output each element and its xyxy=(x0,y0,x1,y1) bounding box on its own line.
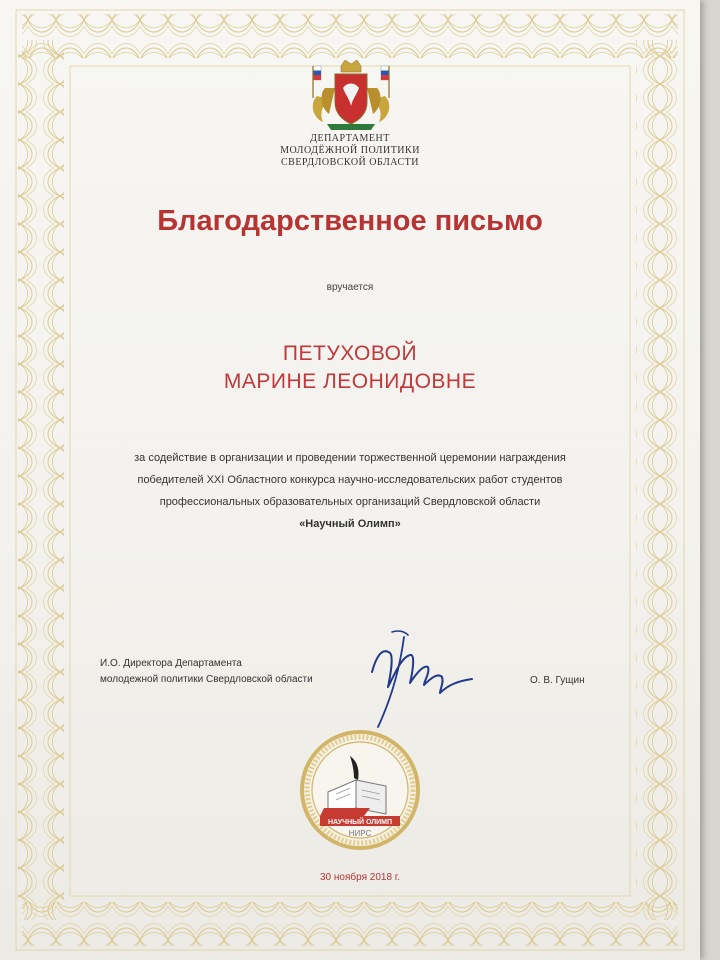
coat-of-arms-icon xyxy=(305,58,397,134)
reason-line: за содействие в организации и проведении торжественной церемонии награждения xyxy=(134,452,566,464)
signatory-name: О. В. Гущин xyxy=(530,675,585,686)
department-line: МОЛОДЁЖНОЙ ПОЛИТИКИ xyxy=(280,145,420,156)
signature-mark xyxy=(362,627,492,742)
seal-band-text: НАУЧНЫЙ ОЛИМП xyxy=(327,819,393,826)
document-title: Благодарственное письмо xyxy=(157,205,543,237)
recipient-surname: ПЕТУХОВОЙ xyxy=(282,342,418,365)
department-line: СВЕРДЛОВСКОЙ ОБЛАСТИ xyxy=(280,157,419,168)
nauchny-olimp-seal-icon xyxy=(298,728,422,852)
recipient-given-names: МАРИНЕ ЛЕОНИДОВНЕ xyxy=(223,370,477,393)
issue-date: 30 ноября 2018 г. xyxy=(320,872,400,883)
reason-line: профессиональных образовательных организаций Свердловской области xyxy=(159,496,541,508)
awarded-text: вручается xyxy=(326,282,374,293)
position-line: И.О. Директора Департамента xyxy=(100,658,242,669)
seal-sub-text: НИРС xyxy=(348,829,372,838)
department-name xyxy=(250,133,450,169)
contest-name: «Научный Олимп» xyxy=(299,518,401,530)
reason-line: победителей XXI Областного конкурса научно-исследовательских работ студентов xyxy=(137,474,563,486)
award-reason xyxy=(80,447,620,535)
signatory-position xyxy=(100,656,360,688)
department-line: ДЕПАРТАМЕНТ xyxy=(310,133,390,144)
position-line: молодежной политики Свердловской области xyxy=(100,674,313,685)
